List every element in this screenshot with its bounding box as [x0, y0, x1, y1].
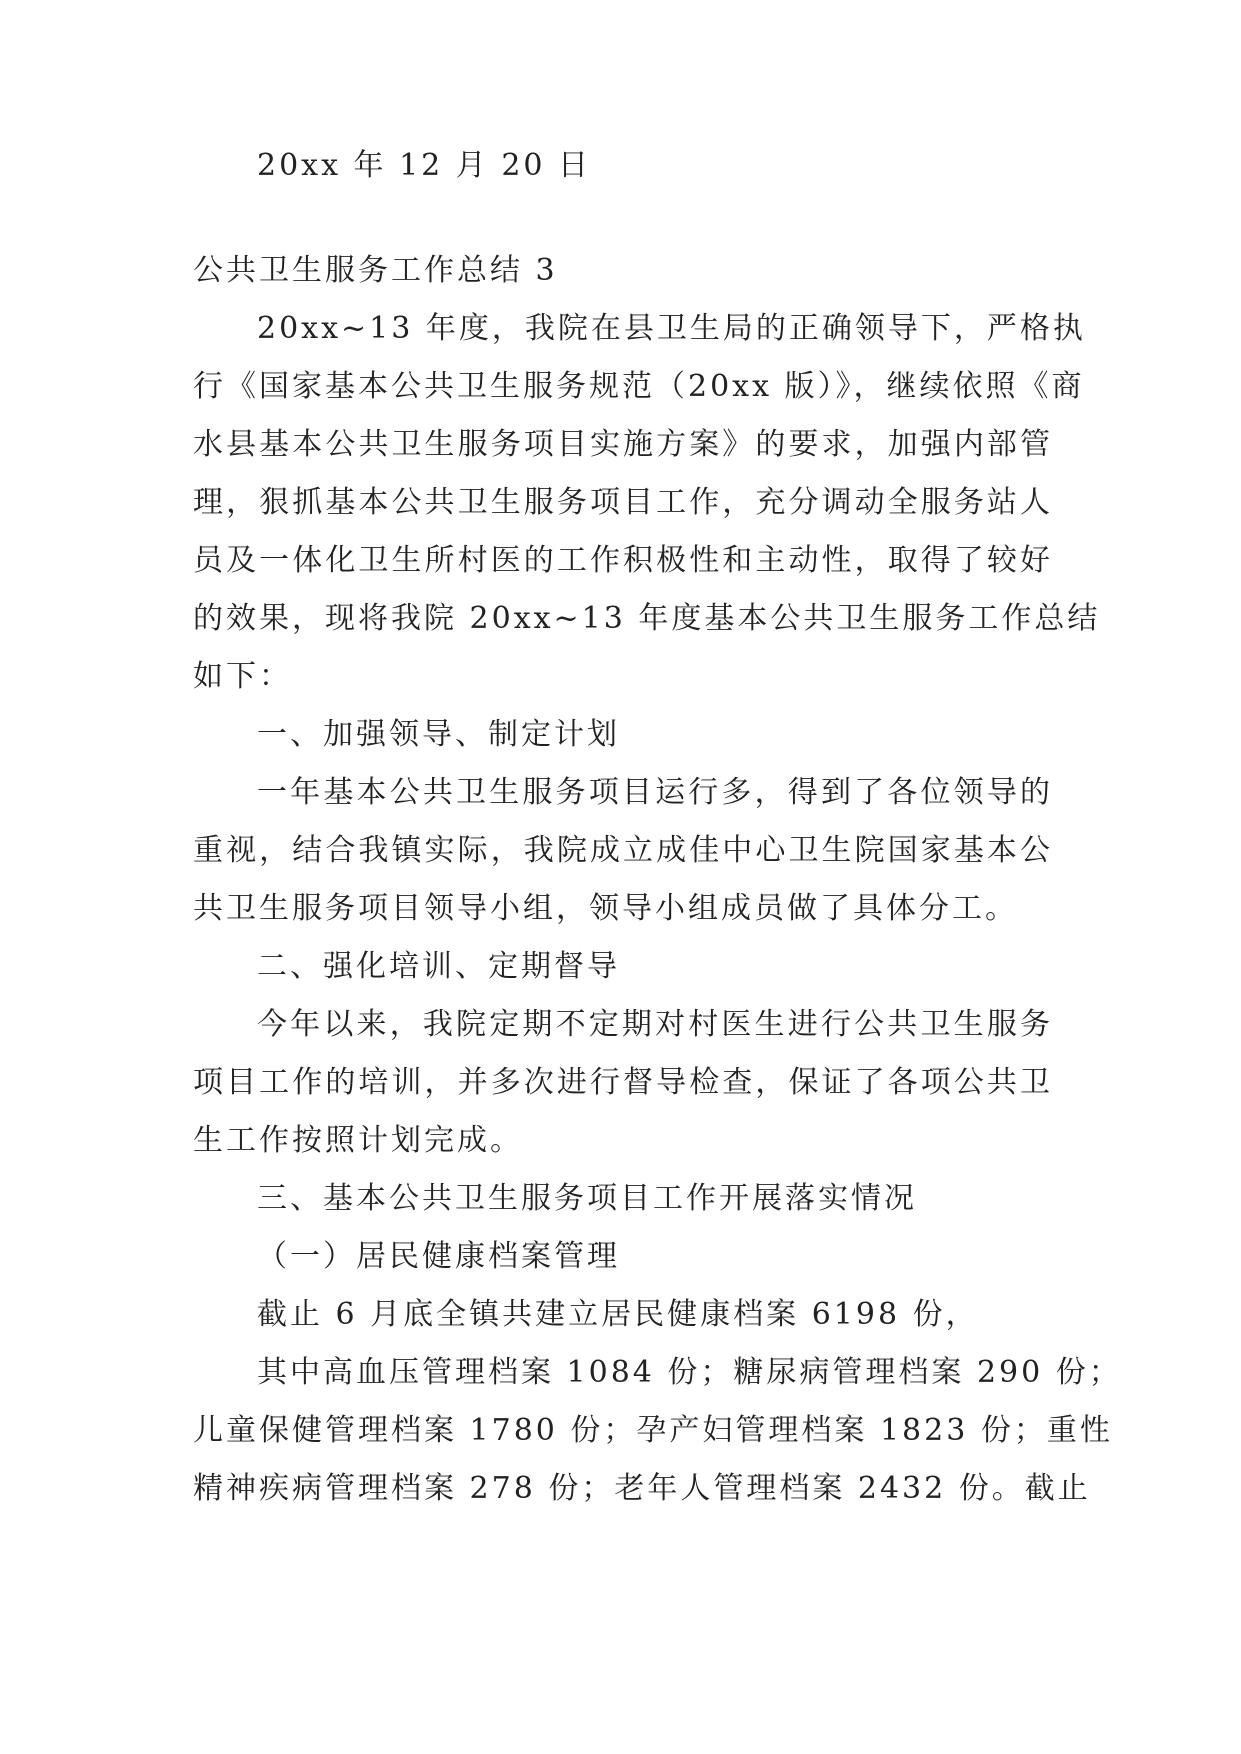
paragraph-line: 理，狠抓基本公共卫生服务项目工作，充分调动全服务站人 [193, 485, 1053, 520]
heading-text: 公共卫生服务工作总结 3 [193, 253, 558, 288]
section-2-paragraph [193, 996, 1053, 1170]
paragraph-line: 20xx~13 年度，我院在县卫生局的正确领导下，严格执 [257, 311, 1086, 346]
section-1-paragraph [193, 764, 1053, 938]
paragraph-line: 员及一体化卫生所村医的工作积极性和主动性，取得了较好 [193, 543, 1053, 578]
records-detail-paragraph [193, 1344, 1122, 1518]
section-title-text: 一、加强领导、制定计划 [257, 717, 620, 752]
paragraph-line: 行《国家基本公共卫生服务规范（20xx 版）》，继续依照《商 [193, 369, 1085, 404]
paragraph-line: 儿童保健管理档案 1780 份；孕产妇管理档案 1823 份；重性 [193, 1413, 1113, 1448]
intro-paragraph [193, 300, 1101, 706]
paragraph-line: 项目工作的培训，并多次进行督导检查，保证了各项公共卫 [193, 1065, 1053, 1100]
paragraph-line: 共卫生服务项目领导小组，领导小组成员做了具体分工。 [193, 891, 1018, 926]
paragraph-line: 今年以来，我院定期不定期对村医生进行公共卫生服务 [257, 1007, 1053, 1042]
section-1-title [193, 706, 1117, 764]
date-text: 20xx 年 12 月 20 日 [257, 148, 592, 183]
records-total-text: 截止 6 月底全镇共建立居民健康档案 6198 份， [257, 1297, 979, 1332]
paragraph-line: 重视，结合我镇实际，我院成立成佳中心卫生院国家基本公 [193, 833, 1053, 868]
subsection-1-title [193, 1228, 1117, 1286]
paragraph-line: 其中高血压管理档案 1084 份；糖尿病管理档案 290 份； [257, 1355, 1122, 1390]
records-total [193, 1286, 1117, 1344]
paragraph-line: 水县基本公共卫生服务项目实施方案》的要求，加强内部管 [193, 427, 1053, 462]
paragraph-line: 生工作按照计划完成。 [193, 1123, 523, 1158]
paragraph-line: 的效果，现将我院 20xx~13 年度基本公共卫生服务工作总结 [193, 601, 1101, 636]
subsection-title-text: （一）居民健康档案管理 [257, 1239, 620, 1274]
section-title-text: 三、基本公共卫生服务项目工作开展落实情况 [257, 1181, 917, 1216]
paragraph-line: 一年基本公共卫生服务项目运行多，得到了各位领导的 [257, 775, 1053, 810]
section-title-text: 二、强化培训、定期督导 [257, 949, 620, 984]
section-2-title [193, 938, 1117, 996]
document-heading [193, 242, 1053, 300]
date-line [193, 137, 1117, 195]
paragraph-line: 精神疾病管理档案 278 份；老年人管理档案 2432 份。截止 [193, 1471, 1091, 1506]
section-3-title [193, 1170, 1117, 1228]
paragraph-line: 如下： [193, 659, 292, 694]
